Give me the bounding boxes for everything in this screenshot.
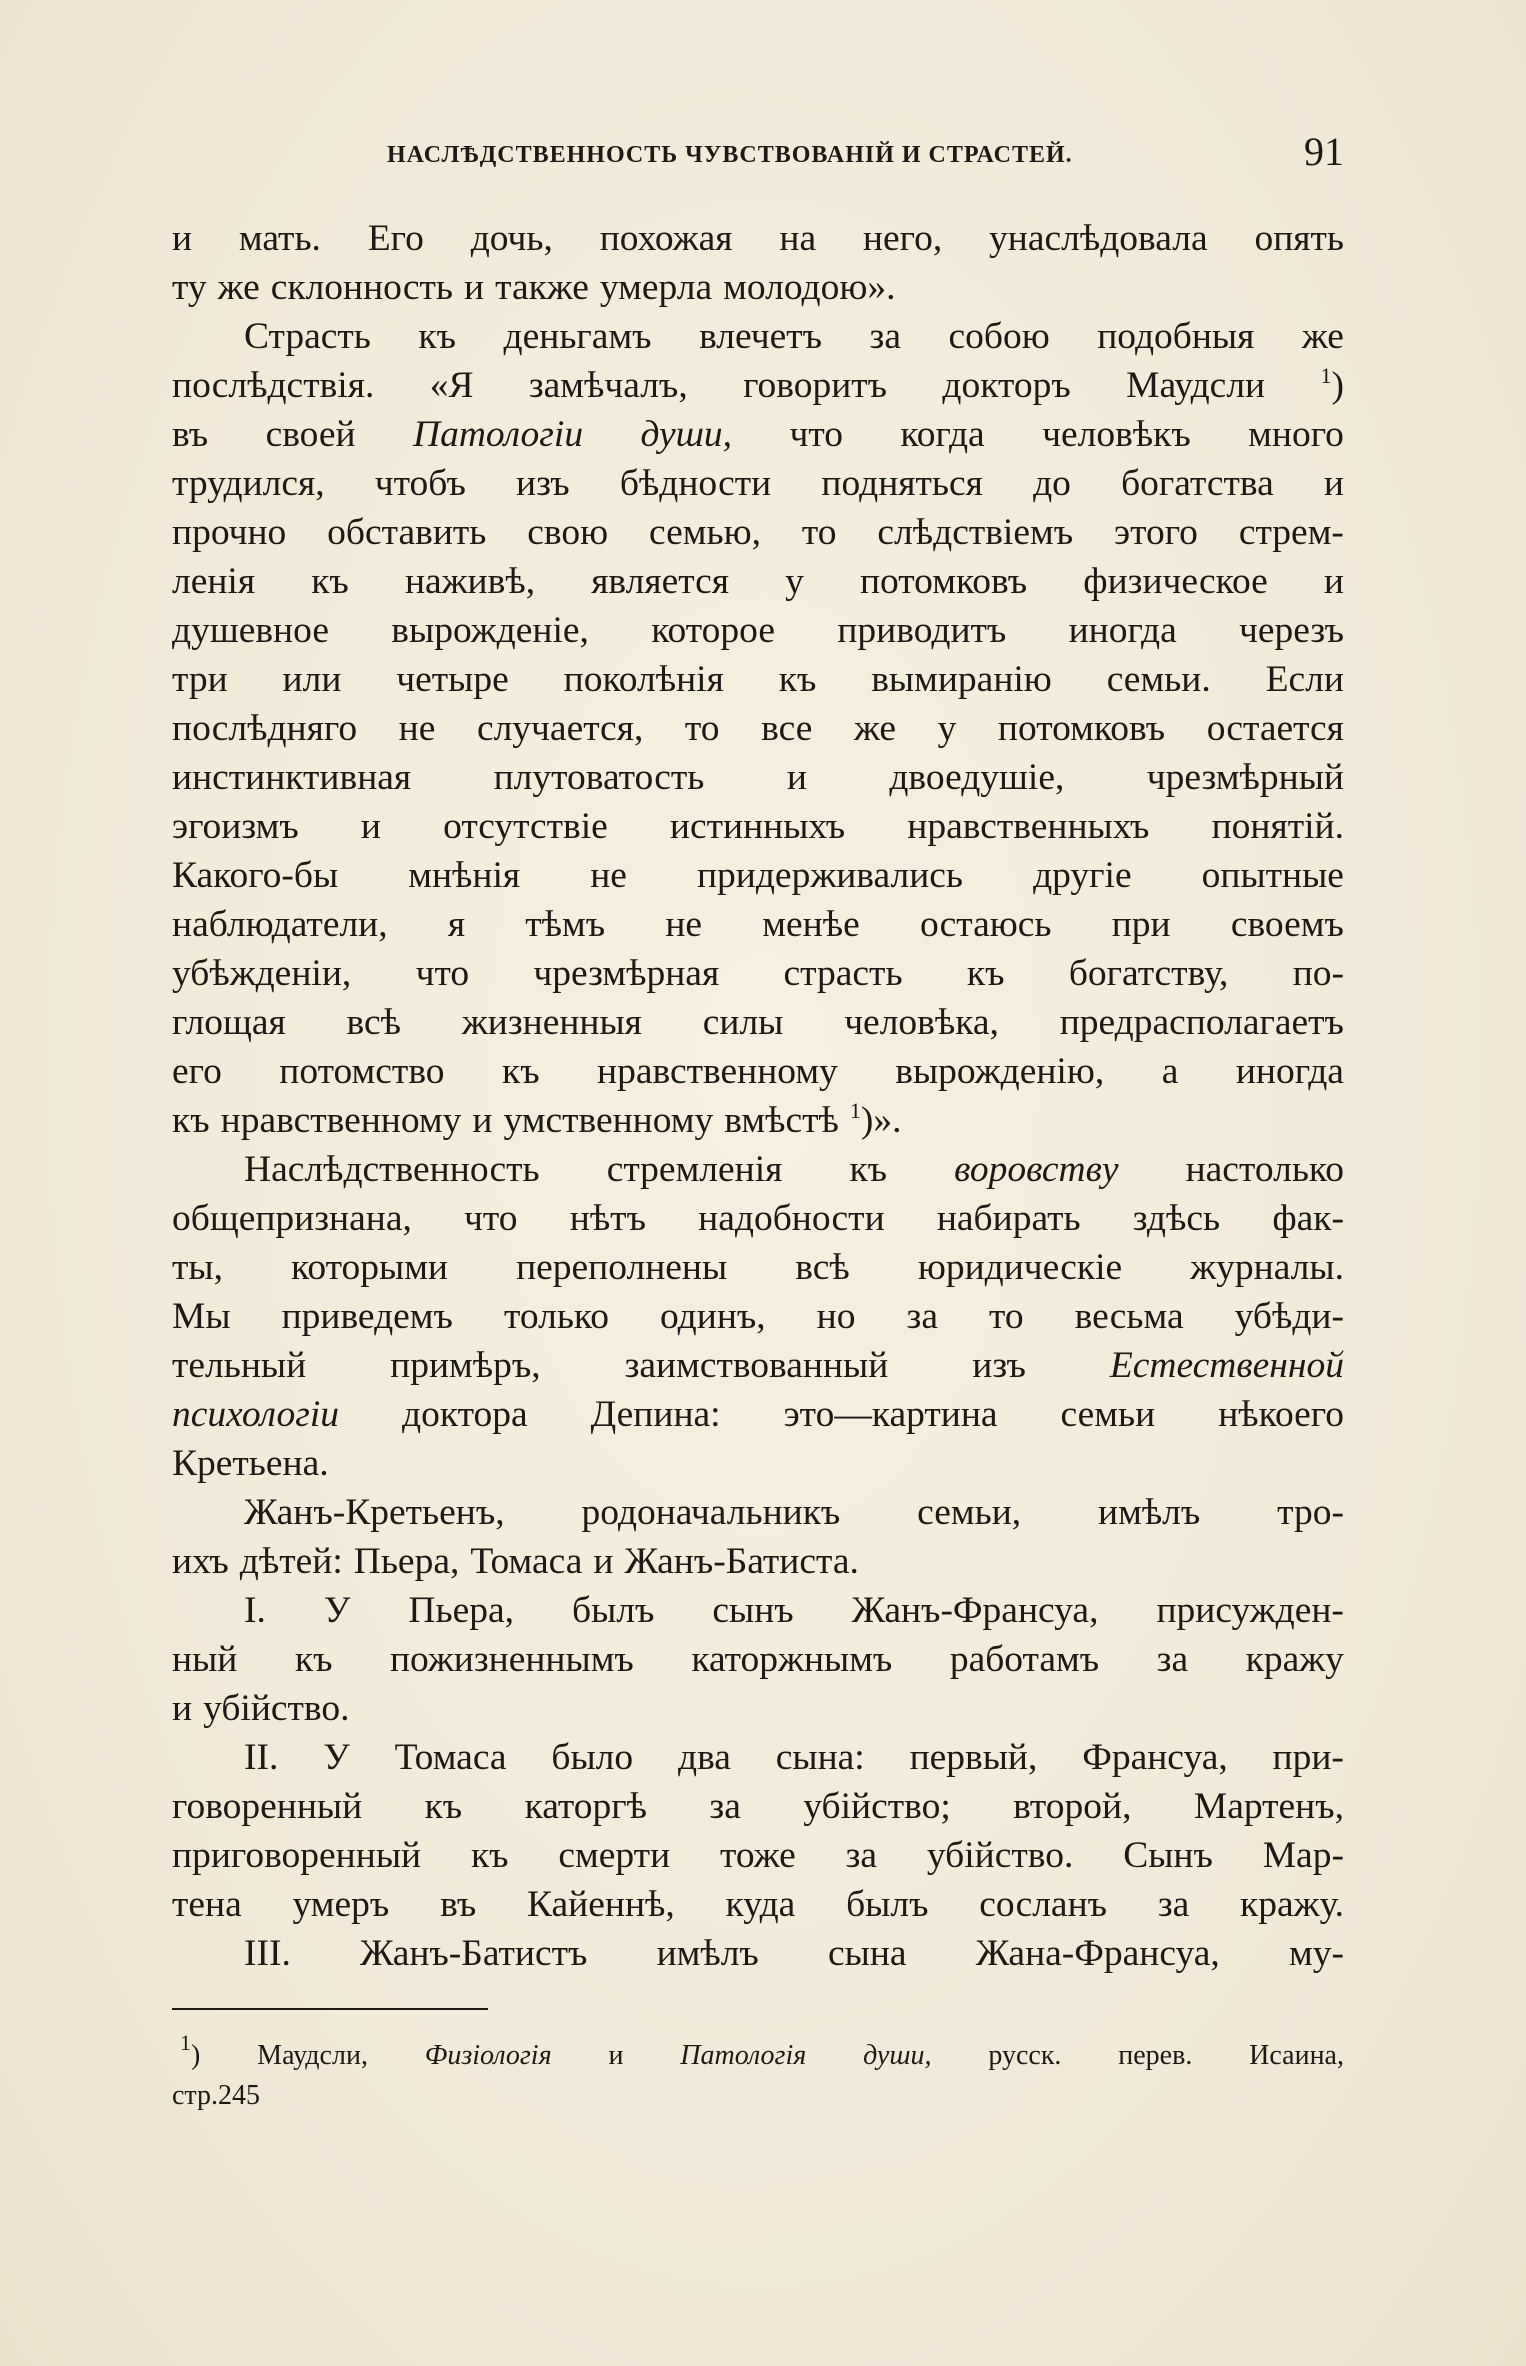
word: истинныхъ [669,806,846,847]
word: черезъ [1239,610,1344,651]
word: убійство. [203,1688,350,1729]
word: чрезмѣрный [1146,757,1344,798]
word: то [801,512,837,553]
word: же [1301,316,1344,357]
word: убійство. [926,1835,1074,1876]
word: второй, [1013,1786,1132,1827]
word: общепризнана, [172,1198,412,1239]
footnote-line [172,2076,1344,2116]
word: но [816,1296,856,1337]
text-line [172,851,1344,900]
word: унаслѣдовала [989,218,1208,259]
word: Пьера, [408,1590,515,1631]
word: присужден- [1156,1590,1344,1631]
word: при [1111,904,1171,945]
word: физическое [1083,561,1268,602]
word: перев. [1118,2040,1193,2071]
word: изъ [516,463,570,504]
text-line [172,1047,1344,1096]
word: все [761,708,813,749]
word: къ [501,1051,540,1092]
word: что [415,953,470,994]
word: которыми [291,1247,448,1288]
word: отсутствіе [443,806,608,847]
word: въ [172,414,209,455]
text-line [172,1929,1344,1978]
text-line [172,1390,1344,1439]
word: $^1$)». [849,1098,902,1141]
word: потомковъ [997,708,1166,749]
word: Патологіи [413,414,584,455]
word: трудился, [172,463,325,504]
word: тоже [719,1835,796,1876]
word: своемъ [1230,904,1344,945]
word: у [937,708,957,749]
word: души, [640,414,733,455]
word: воровству [954,1149,1119,1190]
word: кражу. [1240,1884,1344,1925]
word: смерти [558,1835,671,1876]
word: юридическіе [917,1247,1123,1288]
word: остаюсь [919,904,1052,945]
word: когда [900,414,985,455]
page-header [172,128,1344,178]
word: Жанъ-Франсуа, [851,1590,1099,1631]
word: III. [244,1933,291,1974]
word: заимствованный [624,1345,889,1386]
word: человѣка, [844,1002,999,1043]
word: къ [294,1639,333,1680]
word: кражу [1245,1639,1344,1680]
word: стр. [172,2080,219,2111]
word: собою [948,316,1050,357]
running-title: НАСЛѢДСТВЕННОСТЬ ЧУВСТВОВАНІЙ И СТРАСТЕЙ. [387,142,1073,168]
word: жизненныя [461,1002,642,1043]
word: ты, [172,1247,223,1288]
word: тельный [172,1345,307,1386]
word: былъ [572,1590,655,1631]
word: здѣсь [1132,1198,1221,1239]
word: первый, [909,1737,1038,1778]
text-line [172,1194,1344,1243]
word: вырожденіе, [391,610,589,651]
word: Физіологія [424,2040,552,2071]
word: менѣе [762,904,860,945]
word: что [464,1198,518,1239]
word: склонность [270,267,454,308]
word: му- [1288,1933,1344,1974]
word: наживѣ, [404,561,536,602]
word: семьи [1060,1394,1156,1435]
word: слѣдствіемъ [877,512,1074,553]
word: Жанъ-Кретьенъ, [244,1492,505,1533]
text-line [172,1145,1344,1194]
word: умеръ [292,1884,390,1925]
word: Маудсли, [257,2040,368,2071]
word: иногда [1068,610,1177,651]
word: нѣтъ [569,1198,646,1239]
word: своей [265,414,356,455]
word: то [684,708,720,749]
word: я [447,904,466,945]
word: докторъ [942,365,1071,406]
word: переполнены [516,1247,728,1288]
word: и [172,1688,193,1729]
word: надобности [698,1198,885,1239]
word: за [906,1296,938,1337]
word: замѣчалъ, [528,365,688,406]
word: человѣкъ [1042,414,1191,455]
word: психологіи [172,1394,340,1435]
word: вырожденію, [895,1051,1105,1092]
text-line [172,998,1344,1047]
word: влечетъ [699,316,822,357]
word: говоритъ [743,365,888,406]
word: къ [966,953,1005,994]
word: каторжнымъ [691,1639,893,1680]
word: нравственному [220,1100,462,1141]
text-line [172,1292,1344,1341]
word: У [323,1737,350,1778]
word: къ [311,561,349,602]
word: которое [651,610,776,651]
word: куда [725,1884,796,1925]
word: и [360,806,381,847]
word: Естественной [1109,1345,1344,1386]
word: весьма [1074,1296,1184,1337]
text-line [172,900,1344,949]
word: только [503,1296,609,1337]
text-line [172,410,1344,459]
word: нравственному [597,1051,838,1092]
word: богатству, [1068,953,1229,994]
word: Исаина, [1249,2040,1344,2071]
word: говоренный [172,1786,363,1827]
word: за [845,1835,878,1876]
word: четыре [396,659,509,700]
word: умерла [599,267,713,308]
word: молодою». [723,267,896,308]
word: вымиранію [871,659,1052,700]
word: двоедушіе, [889,757,1065,798]
word: набирать [936,1198,1081,1239]
word: семьи, [917,1492,1022,1533]
word: его [172,1051,222,1092]
text-line [172,1733,1344,1782]
word: и [608,2040,624,2071]
word: $^1$) [1320,363,1344,406]
word: же [853,708,897,749]
word: послѣдствія. [172,365,375,406]
word: всѣ [346,1002,402,1043]
word: чтобъ [374,463,466,504]
word: что [789,414,843,455]
text-line [172,1243,1344,1292]
word: $^1$) [180,2030,201,2071]
word: Маудсли [1126,365,1266,406]
word: за [1156,1639,1189,1680]
word: глощая [172,1002,286,1043]
word: богатства [1121,463,1274,504]
word: сына: [775,1737,865,1778]
word: «Я [429,365,474,406]
word: дѣтей: [239,1541,343,1582]
word: по- [1292,953,1344,994]
word: одинъ, [660,1296,766,1337]
word: стрем- [1238,512,1344,553]
word: У [323,1590,351,1631]
word: эгоизмъ [172,806,299,847]
word: I. [244,1590,266,1631]
word: же [217,267,260,308]
text-line [172,361,1344,410]
word: Его [367,218,424,259]
word: поколѣнія [563,659,724,700]
word: фак- [1272,1198,1344,1239]
word: сосланъ [979,1884,1108,1925]
word: подняться [821,463,983,504]
word: Мар- [1262,1835,1344,1876]
word: Патологія [680,2040,807,2071]
word: пожизненнымъ [389,1639,634,1680]
word: придерживались [696,855,964,896]
word: приговоренный [172,1835,422,1876]
page-number: 91 [1304,129,1344,174]
word: изъ [972,1345,1026,1386]
text-line [172,312,1344,361]
word: деньгамъ [503,316,652,357]
word: за [709,1786,741,1827]
text-line [172,459,1344,508]
word: бѣдности [619,463,772,504]
word: Франсуа, [1082,1737,1228,1778]
word: два [677,1737,731,1778]
word: семьи. [1106,659,1211,700]
word: чрезмѣрная [533,953,720,994]
word: Жанъ-Батистъ [360,1933,588,1974]
word: и [172,218,193,259]
word: Сынъ [1123,1835,1213,1876]
word: не [590,855,627,896]
word: силы [702,1002,784,1043]
word: у [785,561,804,602]
word: до [1033,463,1071,504]
word: случается, [476,708,644,749]
word: къ [172,1100,210,1141]
word: ленія [172,561,256,602]
word: Кайеннѣ, [527,1884,675,1925]
word: сына [828,1933,907,1974]
word: душевное [172,610,329,651]
word: русск. [988,2040,1062,2071]
text-line [172,1782,1344,1831]
text-line [172,704,1344,753]
word: имѣлъ [656,1933,759,1974]
word: умственному [503,1100,714,1141]
text-line [172,753,1344,802]
word: прочно [172,512,287,553]
word: за [1157,1884,1190,1925]
word: потомковъ [859,561,1028,602]
word: къ [424,1786,463,1827]
word: къ [470,1835,509,1876]
word: него, [862,218,943,259]
text-line [172,557,1344,606]
text-line [172,1537,1344,1586]
text-line [172,508,1344,557]
word: сынъ [712,1590,794,1631]
word: тена [172,1884,242,1925]
word: родоначальникъ [581,1492,841,1533]
word: имѣлъ [1098,1492,1201,1533]
word: Кретьена. [172,1443,329,1484]
word: и [464,267,485,308]
word: мнѣнія [408,855,521,896]
word: ный [172,1639,238,1680]
word: при- [1272,1737,1344,1778]
word: тѣмъ [525,904,606,945]
text-line [172,655,1344,704]
word: иногда [1235,1051,1344,1092]
text-line [172,1341,1344,1390]
word: то [989,1296,1024,1337]
word: обставить [327,512,487,553]
text-line [172,263,1344,312]
word: Томаса [394,1737,507,1778]
word: былъ [846,1884,929,1925]
text-line [172,1586,1344,1635]
word: другіе [1033,855,1132,896]
word: подобныя [1097,316,1255,357]
word: три [172,659,228,700]
word: на [779,218,817,259]
word: Страсть [244,316,371,357]
word: инстинктивная [172,757,412,798]
word: похожая [599,218,733,259]
word: опытные [1201,855,1344,896]
text-line [172,1831,1344,1880]
word: не [398,708,436,749]
word: работамъ [949,1639,1100,1680]
text-line [172,1635,1344,1684]
footnote [172,2030,1344,2116]
word: Какого-бы [172,855,339,896]
word: семью, [649,512,761,553]
word: также [495,267,589,308]
word: это—картина [783,1394,998,1435]
word: мать. [238,218,321,259]
footnote-separator [172,2008,488,2010]
word: Томаса [470,1541,583,1582]
word: Жанъ-Батиста. [624,1541,859,1582]
word: много [1248,414,1344,455]
word: Жана-Франсуа, [975,1933,1220,1974]
word: наблюдатели, [172,904,388,945]
word: журналы. [1190,1247,1344,1288]
word: доктора [402,1394,528,1435]
word: дочь, [470,218,553,259]
word: настолько [1185,1149,1344,1190]
word: и [1323,561,1344,602]
word: или [282,659,342,700]
word: къ [418,316,457,357]
word: свою [527,512,609,553]
text-line [172,1096,1344,1145]
body-text [172,214,1344,1978]
word: убѣди- [1234,1296,1344,1337]
text-line [172,949,1344,998]
word: въ [440,1884,477,1925]
word: Наслѣдственность [244,1149,540,1190]
word: убѣжденіи, [172,953,352,994]
word: убійство; [803,1786,951,1827]
word: каторгѣ [524,1786,648,1827]
word: тро- [1277,1492,1344,1533]
word: и [593,1541,614,1582]
word: къ [849,1149,888,1190]
word: Если [1265,659,1344,700]
word: было [551,1737,634,1778]
word: является [591,561,729,602]
word: послѣдняго [172,708,358,749]
word: не [665,904,703,945]
word: потомство [279,1051,445,1092]
word: приведемъ [281,1296,453,1337]
word: предрасполагаетъ [1059,1002,1344,1043]
word: Мы [172,1296,231,1337]
word: и [786,757,807,798]
word: плутоватость [493,757,705,798]
word: и [1323,463,1344,504]
word: остается [1206,708,1344,749]
text-line [172,1488,1344,1537]
text-line [172,1684,1344,1733]
text-line [172,1439,1344,1488]
word: нравственныхъ [907,806,1150,847]
text-line [172,606,1344,655]
footnote-line [172,2030,1344,2076]
word: и [472,1100,493,1141]
word: II. [244,1737,279,1778]
word: къ [778,659,817,700]
text-line [172,214,1344,263]
word: понятій. [1211,806,1344,847]
word: Мартенъ, [1193,1786,1344,1827]
word: примѣръ, [390,1345,541,1386]
word: 245 [218,2080,261,2111]
word: души, [863,2040,932,2071]
word: этого [1114,512,1198,553]
word: страсть [783,953,903,994]
text-line [172,1880,1344,1929]
word: а [1161,1051,1179,1092]
word: приводитъ [837,610,1007,651]
word: вмѣстѣ [724,1100,839,1141]
word: стремленія [606,1149,783,1190]
word: ту [172,267,207,308]
word: за [869,316,901,357]
word: нѣкоего [1218,1394,1344,1435]
word: всѣ [795,1247,850,1288]
word: Депина: [590,1394,721,1435]
text-line [172,802,1344,851]
word: Пьера, [353,1541,460,1582]
word: ихъ [172,1541,229,1582]
word: опять [1254,218,1344,259]
